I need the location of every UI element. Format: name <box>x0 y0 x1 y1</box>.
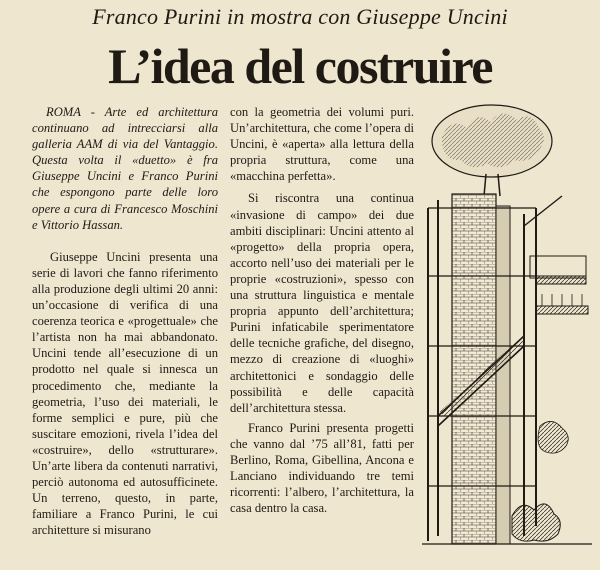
architectural-drawing-illustration <box>412 96 596 556</box>
kicker: Franco Purini in mostra con Giuseppe Uncini <box>92 4 508 29</box>
column-1 <box>32 104 218 538</box>
paragraph-1: Giuseppe Uncini presenta una serie di lavori che fanno riferimento alla produzione degli ultimi 20 anni: un’occasione di verifica di una coerenza teorica e «progettuale» che l’artista non ha mai abbandonato. Uncini tende all’esecuzione di un prodotto nel quale si innesca un procedimento che, mediante la geometria, l’uso dei materiali, le forme semplici e pure, più che suscitare emozioni, rivela l’idea del «costruire», dello «strutturare». Un’arte libera da contenuti narrativi, perciò autonoma ed autosufficinete. Un terreno, questo, in parte, familiare a Franco Purini, le cui architetture si misurano <box>32 249 218 538</box>
column-2 <box>230 104 414 516</box>
paragraph-4: Franco Purini presenta progetti che vanno dal ’75 all’81, fatti per Berlino, Roma, Gibellina, Ancona e Lanciano individuando tre temi ricorrenti: l’albero, l’architettura, la casa dentro la casa. <box>230 420 414 516</box>
paragraph-2: con la geometria dei volumi puri. Un’architettura, che come l’opera di Uncini, è «aperta» alla lettura della propria struttura, come una «macchina perfetta». <box>230 105 414 184</box>
tree-icon <box>432 105 552 196</box>
headline: L’idea del costruire <box>108 38 492 94</box>
paragraph-3: Si riscontra una continua «invasione di campo» dei due ambiti disciplinari: Uncini attento al «progetto» della propria opera, accorto nell’uso dei materiali per le proprie «costruzioni», spesso con una struttura linguistica e mentale propria appunto dell’architettura; Purini infaticabile sperimentatore delle tecniche grafiche, del disegno, mezzo di creazione di «luoghi» architettonici e sondaggio delle possibilità e delle capacità dell’architettura stessa. <box>230 191 414 415</box>
lead-paragraph: ROMA - Arte ed architettura continuano ad intrecciarsi alla galleria AAM di via del Vantaggio. Questa volta il «duetto» è fra Giuseppe Uncini e Franco Purini che espongono parte delle loro opere a cura di Francesco Moschini e Vittorio Hassan. <box>32 105 218 232</box>
